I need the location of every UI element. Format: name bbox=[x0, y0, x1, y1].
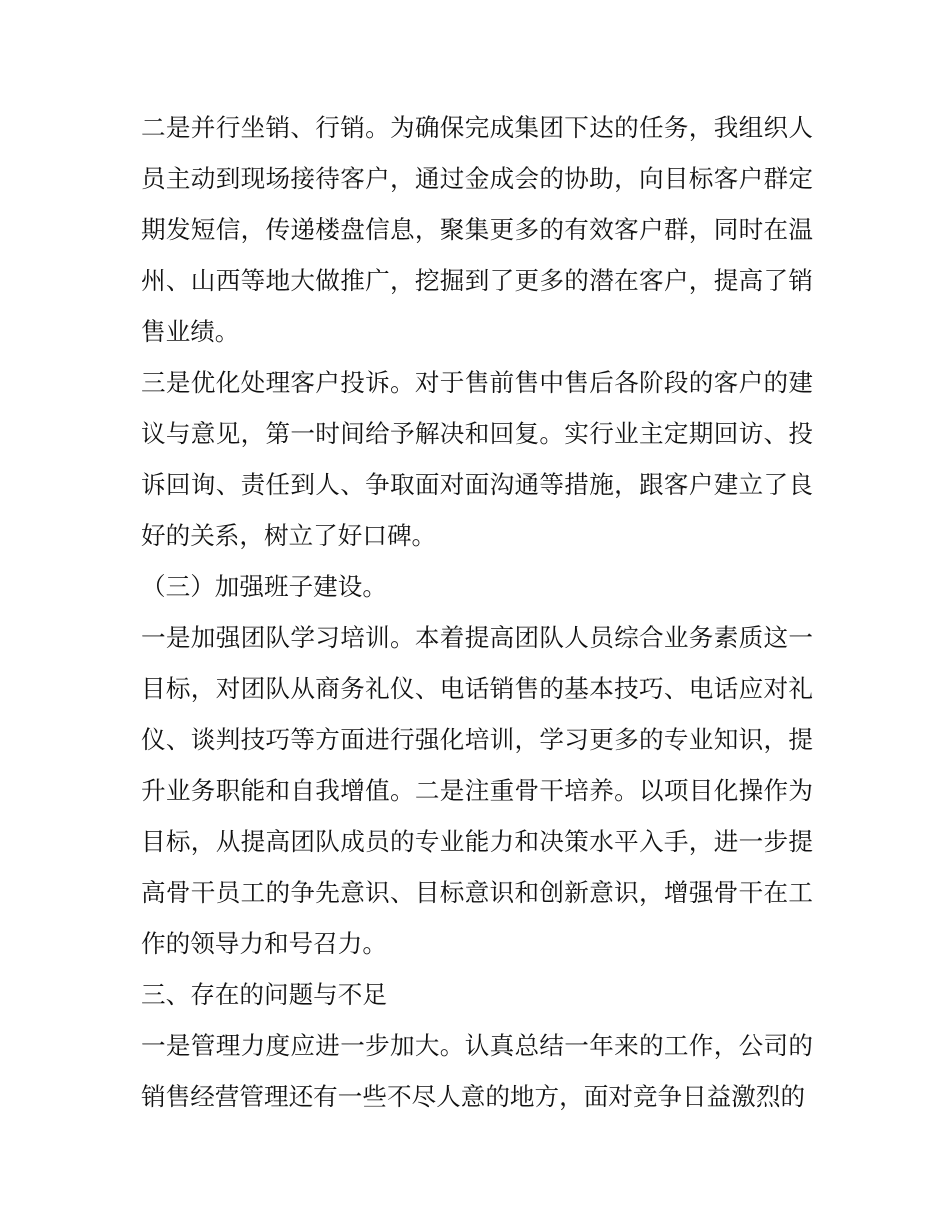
section-heading-team-building: （三）加强班子建设。 bbox=[141, 572, 387, 601]
document-body bbox=[141, 102, 813, 1122]
paragraph-team-training: 一是加强团队学习培训。本着提高团队人员综合业务素质这一目标，对团队从商务礼仪、电话销售的基本技巧、电话应对礼仪、谈判技巧等方面进行强化培训，学习更多的专业知识，提升业务职能和自我增值。二是注重骨干培养。以项目化操作为目标，从提高团队成员的专业能力和决策水平入手，进一步提高骨干员工的争先意识、目标意识和创新意识，增强骨干在工作的领导力和号召力。 bbox=[141, 623, 813, 958]
section-heading-problems: 三、存在的问题与不足 bbox=[141, 980, 387, 1009]
paragraph-management: 一是管理力度应进一步加大。认真总结一年来的工作，公司的销售经营管理还有一些不尽人意的地方，面对竞争日益激烈的 bbox=[141, 1031, 813, 1111]
paragraph-customer-complaints: 三是优化处理客户投诉。对于售前售中售后各阶段的客户的建议与意见，第一时间给予解决和回复。实行业主定期回访、投诉回询、责任到人、争取面对面沟通等措施，跟客户建立了良好的关系，树立了好口碑。 bbox=[141, 368, 813, 550]
paragraph-parallel-sales: 二是并行坐销、行销。为确保完成集团下达的任务，我组织人员主动到现场接待客户，通过金成会的协助，向目标客户群定期发短信，传递楼盘信息，聚集更多的有效客户群，同时在温州、山西等地大做推广，挖掘到了更多的潜在客户，提高了销售业绩。 bbox=[141, 113, 813, 346]
